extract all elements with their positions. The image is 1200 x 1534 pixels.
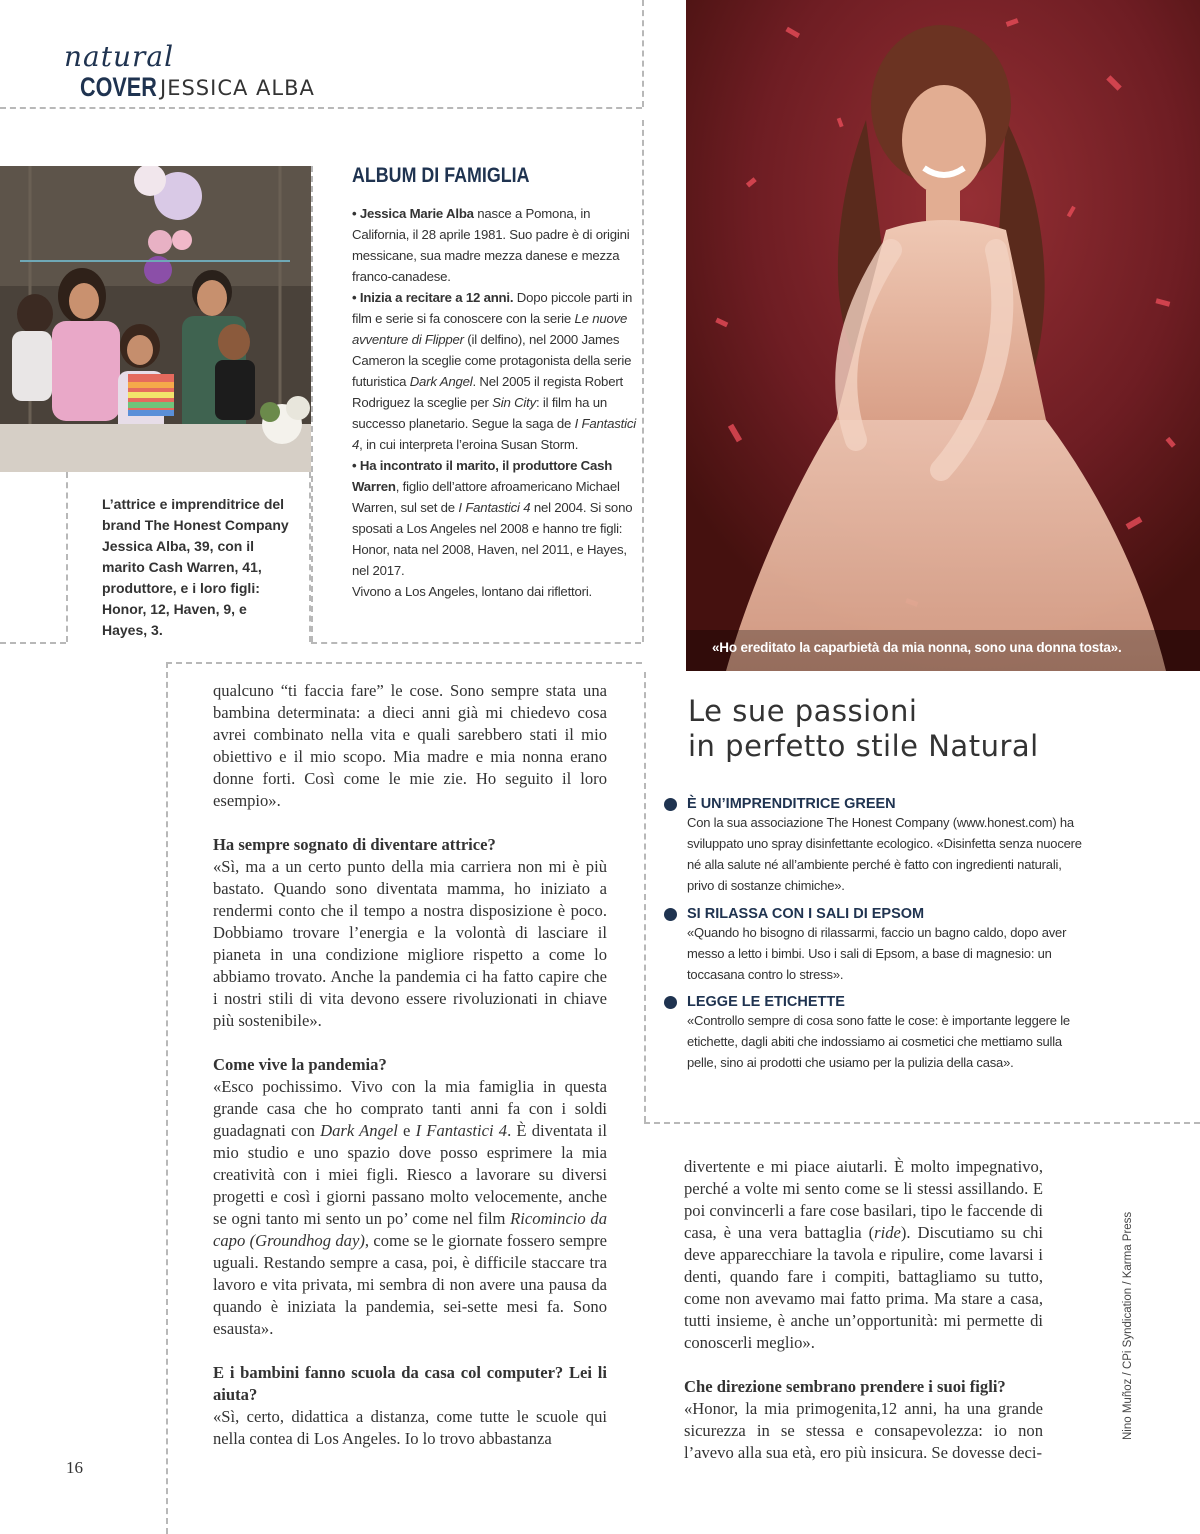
interview-answer: «Sì, certo, didattica a distanza, come tutte le scuole qui nella contea di Los Angeles. Io lo trovo abbastanza — [213, 1407, 607, 1448]
passion-heading: LEGGE LE ETICHETTE — [687, 994, 845, 1010]
bullet-icon — [664, 908, 677, 921]
interview-question: Ha sempre sognato di diventare attrice? — [213, 835, 496, 854]
family-photo-caption-box — [66, 472, 311, 642]
interview-answer: divertente e mi piace aiutarli. È molto impegnativo, perché a volte mi sento come se li stessi assillando. E poi convincerli a fare cose basilari, tipo le faccende di casa, è una vera battaglia (ride). Discutiamo su chi deve apparecchiare la tavola e ripulire, come lavarsi i denti, quando fare i compiti, battagliamo su tutto, come non avevamo mai fatto prima. Ma stare a casa, tutti insieme, è anche un’opportunità: mi permette di conoscerli meglio». — [684, 1157, 1043, 1352]
hero-caption: «Ho ereditato la caparbietà da mia nonna, sono una donna tosta». — [712, 640, 1122, 655]
article-paragraph: qualcuno “ti faccia fare” le cose. Sono sempre stata una bambina determinata: a dieci anni già mi chiedevo cosa avrei combinato nella vita e quali sarebbero stati il mio obiettivo e il mio scopo. Mia madre e mia nonna erano donne forti. Così come le mie zie. Ho seguito il loro esempio». — [213, 681, 607, 810]
header-divider — [0, 107, 642, 109]
page-number: 16 — [66, 1458, 83, 1477]
article-left-column — [213, 680, 607, 1450]
family-photo-caption: L’attrice e imprenditrice del brand The Honest Company Jessica Alba, 39, con il marito Cash Warren, 41, produttore, e i loro figli: Honor, 12, Haven, 9, e Hayes, 3. — [102, 496, 289, 638]
passions-title-line-1: Le sue passioni — [688, 694, 918, 728]
album-body — [352, 203, 637, 602]
photo-credit: Nino Muñoz / CPi Syndication / Karma Press — [1122, 1211, 1134, 1440]
bullet-icon — [664, 996, 677, 1009]
section-label: COVER — [80, 72, 157, 102]
article-right-column — [684, 1156, 1043, 1464]
passion-text: «Controllo sempre di cosa sono fatte le cose: è importante leggere le etichette, dagli abiti che indossiamo ai cosmetici che mettiamo sulla pelle, sino ai prodotti che usiamo per la pulizia della casa». — [687, 1013, 1070, 1070]
passion-text: Con la sua associazione The Honest Company (www.honest.com) ha sviluppato uno spray disinfettante ecologico. «Disinfetta senza nuocere né alla salute né all’ambiente perché è fatto con ingredienti naturali, privo di sostanze chimiche». — [687, 815, 1082, 893]
passions-title-line-2: in perfetto stile Natural — [688, 729, 1039, 763]
passions-bottom-divider — [644, 1122, 1200, 1124]
subject-name: JESSICA ALBA — [160, 76, 315, 100]
header-vertical-divider — [642, 0, 644, 107]
passion-text: «Quando ho bisogno di rilassarmi, faccio un bagno caldo, dopo aver messo a letto i bimbi. Uso i sali di Epsom, a base di magnesio: un toccasana contro lo stress». — [687, 925, 1067, 982]
family-photo — [0, 166, 311, 472]
passion-heading: È UN’IMPRENDITRICE GREEN — [687, 796, 896, 812]
interview-answer: «Sì, ma a un certo punto della mia carriera non mi è più bastato. Quando sono diventata mamma, ho iniziato a rendermi conto che il tempo a nostra disposizione è poco. Dobbiamo trovare l’energia e la volontà di lasciare il pianeta in una condizione migliore rispetto a come lo abbiamo trovato. Anche la pandemia ci ha fatto capire che i nostri stili di vita devono essere rivoluzionati in chiave più sostenibile». — [213, 857, 607, 1030]
album-paragraph-husband: • Ha incontrato il marito, il produttore Cash Warren, figlio dell’attore afroamericano Michael Warren, sul set de I Fantastici 4 nel 2004. Si sono sposati a Los Angeles nel 2008 e hanno tre figli: Honor, nata nel 2008, Haven, nel 2011, e Hayes, nel 2017. — [352, 458, 633, 578]
passions-title — [688, 694, 1039, 764]
hero-photo — [686, 0, 1200, 671]
article-top-divider — [166, 662, 642, 664]
album-paragraph-home: Vivono a Los Angeles, lontano dai riflettori. — [352, 584, 593, 599]
album-title: ALBUM DI FAMIGLIA — [352, 164, 530, 187]
article-left-divider — [166, 662, 168, 1534]
album-paragraph-career: • Inizia a recitare a 12 anni. Dopo piccole parti in film e serie si fa conoscere con la serie Le nuove avventure di Flipper (il delfino), nel 2000 James Cameron la sceglie come protagonista della serie futuristica Dark Angel. Nel 2005 il regista Robert Rodriguez la sceglie per Sin City: il film ha un successo planetario. Segue la saga de I Fantastici 4, in cui interpreta l’eroina Susan Storm. — [352, 290, 636, 452]
passion-heading: SI RILASSA CON I SALI DI EPSOM — [687, 906, 925, 922]
album-paragraph-birth: • Jessica Marie Alba nasce a Pomona, in California, il 28 aprile 1981. Suo padre è di origini messicane, sua madre mezza danese e mezza franco-canadese. — [352, 206, 630, 284]
passion-item-labels — [664, 994, 1084, 1073]
photo-right-divider — [311, 166, 313, 642]
bullet-icon — [664, 798, 677, 811]
interview-question: Come vive la pandemia? — [213, 1055, 387, 1074]
caption-right-divider — [311, 642, 641, 644]
interview-answer: «Honor, la mia primogenita,12 anni, ha una grande sicurezza in se stessa e consapevolezza: io non l’avevo alla sua età, ero più insicura. Se dovesse deci- — [684, 1399, 1043, 1462]
section-script-title: natural — [64, 40, 175, 73]
album-right-divider — [642, 120, 644, 642]
passions-left-divider — [644, 672, 646, 1122]
interview-question: Che direzione sembrano prendere i suoi figli? — [684, 1377, 1006, 1396]
family-photo-illustration — [0, 166, 311, 472]
interview-answer: «Esco pochissimo. Vivo con la mia famiglia in questa grande casa che ho comprato tanti anni fa con i soldi guadagnati con Dark Angel e I Fantastici 4. È diventata il mio studio e uno spazio dove posso esprimere la mia creatività con i miei figli. Riesco a lavorare su diversi progetti e così i giorni passano molto velocemente, anche se ogni tanto mi sento un po’ come nel film Ricomincio da capo (Groundhog day), come se le giornate fossero sempre uguali. Restando sempre a casa, poi, è difficile staccare tra lavoro e vita privata, mi sembra di non avere una pausa da quando è iniziata la pandemia, sei-sette mesi fa. Sono esausta». — [213, 1077, 608, 1338]
interview-question: E i bambini fanno scuola da casa col computer? Lei li aiuta? — [213, 1363, 607, 1404]
passion-item-green — [664, 796, 1084, 896]
caption-left-divider — [0, 642, 66, 644]
hero-illustration — [686, 0, 1200, 671]
passion-item-epsom — [664, 906, 1084, 985]
